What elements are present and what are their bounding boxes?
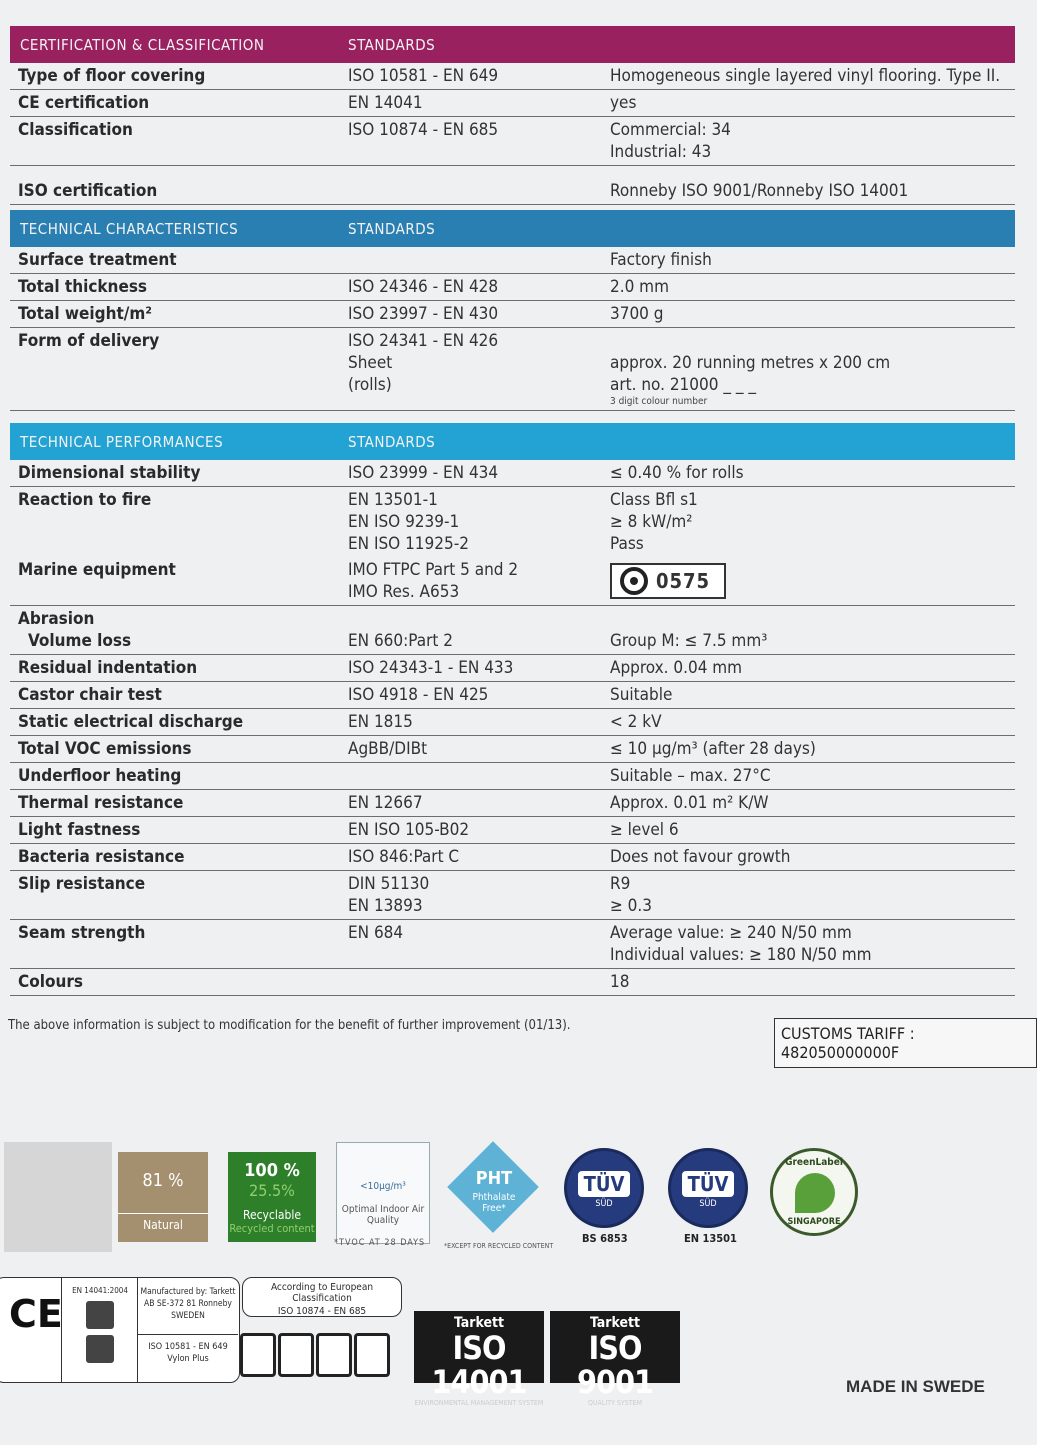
row-standard — [348, 119, 610, 163]
row-label — [10, 608, 348, 652]
industrial-building-icon — [316, 1333, 352, 1377]
spec-row — [10, 871, 1015, 920]
pht-sub: Phthalate Free* — [472, 1192, 516, 1214]
row-value — [610, 711, 1015, 733]
std-line: EN 14041 — [348, 93, 423, 113]
customs-tariff: CUSTOMS TARIFF : 482050000000F — [774, 1018, 1037, 1068]
row-value — [610, 119, 1015, 163]
row-label — [10, 684, 348, 706]
standards-header: STANDARDS — [348, 219, 436, 238]
val-line: Commercial: 34 — [610, 120, 731, 140]
label-text: ISO certification — [18, 181, 158, 201]
val-line: Group M: ≤ 7.5 mm³ — [610, 631, 768, 651]
euro-class-1: According to European Classification — [270, 1282, 374, 1304]
val-line: R9 — [610, 874, 631, 894]
val-line: Suitable — [610, 685, 673, 705]
voc-value: <10µg/m³ — [360, 1181, 406, 1192]
label-text: Type of floor covering — [18, 66, 206, 86]
spec-row — [10, 274, 1015, 301]
ce-std: EN 14041:2004 — [72, 1286, 128, 1295]
fire-icon — [86, 1301, 114, 1329]
row-standard — [348, 971, 610, 993]
val-line: Individual values: ≥ 180 N/50 mm — [610, 945, 872, 965]
row-value — [610, 462, 1015, 484]
row-value — [610, 922, 1015, 966]
standards-header: STANDARDS — [348, 432, 436, 451]
label-text: Surface treatment — [18, 250, 177, 270]
recycled-label: Recycled content — [229, 1222, 315, 1235]
spec-row — [10, 655, 1015, 682]
row-standard — [348, 765, 610, 787]
blank-logo-area — [4, 1142, 112, 1252]
label-text: Total thickness — [18, 277, 148, 297]
val-line: Approx. 0.04 mm — [610, 658, 743, 678]
row-label — [10, 765, 348, 787]
row-standard — [348, 330, 610, 408]
label-text: Marine equipment — [18, 560, 176, 580]
val-line: ≥ 8 kW/m² — [610, 512, 693, 532]
spec-row — [10, 763, 1015, 790]
row-label — [10, 65, 348, 87]
spec-row — [10, 301, 1015, 328]
iso14001-sub: ENVIRONMENTAL MANAGEMENT SYSTEM — [414, 1399, 544, 1407]
recyclable-badge — [228, 1152, 316, 1242]
std-line: AgBB/DIBt — [348, 739, 428, 759]
std-line: EN ISO 9239-1 — [348, 512, 460, 532]
tuv-text: TÜV — [578, 1171, 630, 1197]
row-label — [10, 489, 348, 555]
val-line: Pass — [610, 534, 644, 554]
row-value — [610, 846, 1015, 868]
tuv2-label: EN 13501 — [684, 1232, 737, 1245]
iso14001: ISO 14001 — [431, 1329, 527, 1401]
voc-text: Optimal Indoor Air Quality — [341, 1204, 425, 1226]
row-value — [610, 873, 1015, 917]
row-value — [610, 330, 1015, 408]
ce-label — [0, 1277, 240, 1383]
spec-row — [10, 487, 1015, 557]
section-header-tech — [10, 210, 1015, 247]
row-value — [610, 92, 1015, 114]
std-line: (rolls) — [348, 375, 392, 395]
label-text: Seam strength — [18, 923, 146, 943]
tuv-bs6853-icon — [564, 1148, 644, 1228]
row-value — [610, 249, 1015, 271]
row-standard — [348, 873, 610, 917]
std-line: EN 660:Part 2 — [348, 631, 453, 651]
std-line: ISO 4918 - EN 425 — [348, 685, 489, 705]
spec-row — [10, 247, 1015, 274]
row-standard — [348, 846, 610, 868]
row-label — [10, 92, 348, 114]
leaf-icon — [795, 1173, 835, 1213]
spec-row — [10, 709, 1015, 736]
iso14001-top: Tarkett — [453, 1315, 505, 1331]
label-text: Residual indentation — [18, 658, 198, 678]
iso14001-badge — [414, 1311, 544, 1407]
val-line: art. no. 21000 _ _ _ — [610, 375, 756, 395]
row-value — [610, 819, 1015, 841]
spec-row — [10, 969, 1015, 996]
spec-sheet — [10, 26, 1015, 996]
row-value — [610, 489, 1015, 555]
wheelmark-icon — [620, 567, 648, 595]
std-line: EN 12667 — [348, 793, 423, 813]
row-value — [610, 765, 1015, 787]
manufacturer: Manufactured by: Tarkett AB SE-372 81 Ronneby SWEDEN — [140, 1287, 236, 1321]
val-line: Factory finish — [610, 250, 712, 270]
product-std: ISO 10581 - EN 649 Vylon Plus — [138, 1334, 238, 1365]
val-line: Homogeneous single layered vinyl flooring. Type II. — [610, 66, 1001, 86]
row-standard — [348, 559, 610, 603]
row-standard — [348, 489, 610, 555]
spec-row — [10, 606, 1015, 655]
marine-equipment-badge — [610, 563, 726, 599]
val-line: Class Bfl s1 — [610, 490, 698, 510]
val-line: ≤ 0.40 % for rolls — [610, 463, 744, 483]
spec-row — [10, 817, 1015, 844]
row-label — [10, 276, 348, 298]
row-value — [610, 180, 1015, 202]
val-line — [610, 608, 1015, 630]
label-text: Classification — [18, 120, 133, 140]
std-line: EN 13893 — [348, 896, 423, 916]
row-standard — [348, 462, 610, 484]
std-line: EN ISO 105-B02 — [348, 820, 470, 840]
std-line: IMO FTPC Part 5 and 2 — [348, 560, 519, 580]
val-line: Average value: ≥ 240 N/50 mm — [610, 923, 852, 943]
row-value — [610, 65, 1015, 87]
val-line: < 2 kV — [610, 712, 662, 732]
row-standard — [348, 819, 610, 841]
std-line: EN 13501-1 — [348, 490, 438, 510]
std-line: ISO 24343-1 - EN 433 — [348, 658, 514, 678]
label-text: Bacteria resistance — [18, 847, 185, 867]
standards-header: STANDARDS — [348, 35, 436, 54]
std-line: ISO 10581 - EN 649 — [348, 66, 499, 86]
row-standard — [348, 684, 610, 706]
row-label — [10, 738, 348, 760]
footer-note: The above information is subject to modification for the benefit of further improvement (01/13). — [8, 1018, 571, 1033]
std-line: EN ISO 11925-2 — [348, 534, 469, 554]
section-header-perf — [10, 423, 1015, 460]
val-line: 2.0 mm — [610, 277, 669, 297]
euro-classification — [242, 1277, 402, 1317]
row-label — [10, 873, 348, 917]
spec-row — [10, 117, 1015, 166]
tuv-en13501-icon — [668, 1148, 748, 1228]
row-value — [610, 608, 1015, 652]
spec-row-marine — [10, 557, 1015, 606]
tuv-text: TÜV — [682, 1171, 734, 1197]
std-line: EN 1815 — [348, 712, 413, 732]
label-text: Form of delivery — [18, 331, 160, 351]
spec-row — [10, 90, 1015, 117]
value-note: 3 digit colour number — [610, 396, 708, 407]
row-value — [610, 303, 1015, 325]
std-line: DIN 51130 — [348, 874, 430, 894]
sublabel-text: Volume loss — [28, 631, 132, 651]
row-label — [10, 559, 348, 603]
val-line: ≥ 0.3 — [610, 896, 652, 916]
label-text: Colours — [18, 972, 84, 992]
spec-row — [10, 844, 1015, 871]
row-label — [10, 303, 348, 325]
section-spacer — [10, 411, 1015, 423]
pht-note: *EXCEPT FOR RECYCLED CONTENT — [444, 1242, 554, 1250]
val-line: ≤ 10 µg/m³ (after 28 days) — [610, 739, 816, 759]
iso9001-top: Tarkett — [589, 1315, 641, 1331]
std-line: ISO 24341 - EN 426 — [348, 331, 499, 351]
label-text: Underfloor heating — [18, 766, 182, 786]
row-label — [10, 657, 348, 679]
natural-badge — [118, 1152, 208, 1242]
row-label — [10, 792, 348, 814]
spec-row — [10, 790, 1015, 817]
row-label — [10, 922, 348, 966]
val-line — [610, 330, 1015, 352]
label-text: Castor chair test — [18, 685, 162, 705]
row-standard — [348, 65, 610, 87]
val-line: Approx. 0.01 m² K/W — [610, 793, 769, 813]
commercial-building-icon — [240, 1333, 276, 1377]
row-standard — [348, 276, 610, 298]
manufacturer-col — [137, 1278, 238, 1382]
row-standard — [348, 92, 610, 114]
val-line: Does not favour growth — [610, 847, 791, 867]
spec-row — [10, 328, 1015, 411]
green-bottom: SINGAPORE — [787, 1217, 841, 1227]
row-value — [610, 971, 1015, 993]
std-line: ISO 23997 - EN 430 — [348, 304, 499, 324]
commercial-use-icon — [278, 1333, 314, 1377]
row-value — [610, 276, 1015, 298]
val-line: Ronneby ISO 9001/Ronneby ISO 14001 — [610, 181, 909, 201]
std-line: EN 684 — [348, 923, 404, 943]
euro-class-2: ISO 10874 - EN 685 — [277, 1306, 367, 1317]
ce-standard-col — [61, 1278, 138, 1382]
spec-row — [10, 63, 1015, 90]
row-label — [10, 180, 348, 202]
iso9001-sub: QUALITY SYSTEM — [587, 1399, 643, 1407]
spec-row — [10, 166, 1015, 205]
label-text: Total weight/m² — [18, 304, 152, 324]
val-line: approx. 20 running metres x 200 cm — [610, 353, 891, 373]
row-value — [610, 738, 1015, 760]
row-label — [10, 249, 348, 271]
spec-row — [10, 460, 1015, 487]
label-text: Reaction to fire — [18, 490, 152, 510]
recyclable-label: Recyclable — [243, 1208, 301, 1222]
row-label — [10, 971, 348, 993]
row-value — [610, 792, 1015, 814]
indoor-air-icon — [336, 1142, 430, 1244]
spec-row — [10, 920, 1015, 969]
label-text: Total VOC emissions — [18, 739, 192, 759]
use-class-icons — [240, 1333, 404, 1381]
iso9001: ISO 9001 — [576, 1329, 654, 1401]
std-line: ISO 846:Part C — [348, 847, 460, 867]
green-label-singapore-icon — [770, 1148, 858, 1236]
industrial-use-icon — [354, 1333, 390, 1377]
val-line: ≥ level 6 — [610, 820, 679, 840]
val-line: Suitable – max. 27°C — [610, 766, 771, 786]
label-text: CE certification — [18, 93, 150, 113]
label-text: Thermal resistance — [18, 793, 184, 813]
row-value — [610, 559, 1015, 603]
row-standard — [348, 249, 610, 271]
row-label — [10, 711, 348, 733]
row-standard — [348, 657, 610, 679]
recyclable-pct: 100 % — [244, 1160, 300, 1181]
val-line: 3700 g — [610, 304, 664, 324]
row-value — [610, 657, 1015, 679]
label-text: Slip resistance — [18, 874, 146, 894]
iso9001-badge — [550, 1311, 680, 1407]
row-label — [10, 846, 348, 868]
section-title: TECHNICAL PERFORMANCES — [20, 432, 224, 451]
green-top: GreenLabel — [785, 1157, 843, 1168]
pht-title: PHT — [475, 1168, 513, 1189]
label-text: Abrasion — [18, 609, 95, 629]
val-line: yes — [610, 93, 637, 113]
label-text: Light fastness — [18, 820, 141, 840]
tuv1-label: BS 6853 — [582, 1232, 628, 1245]
row-standard — [348, 180, 610, 202]
tuv-sub: SÜD — [699, 1199, 717, 1209]
row-label — [10, 462, 348, 484]
label-text: Dimensional stability — [18, 463, 201, 483]
row-label — [10, 119, 348, 163]
natural-pct: 81 % — [142, 1170, 184, 1191]
row-value — [610, 684, 1015, 706]
section-title: CERTIFICATION & CLASSIFICATION — [20, 35, 265, 54]
section-header-cert — [10, 26, 1015, 63]
made-in: MADE IN SWEDE — [846, 1377, 985, 1396]
row-standard — [348, 792, 610, 814]
row-standard — [348, 922, 610, 966]
slip-icon — [86, 1335, 114, 1363]
val-line: 18 — [610, 972, 630, 992]
row-standard — [348, 711, 610, 733]
tuv-sub: SÜD — [595, 1199, 613, 1209]
row-standard — [348, 608, 610, 652]
tvoc-note: *TVOC AT 28 DAYS — [334, 1238, 426, 1248]
std-line: IMO Res. A653 — [348, 582, 460, 602]
std-line: Sheet — [348, 353, 393, 373]
section-title: TECHNICAL CHARACTERISTICS — [20, 219, 239, 238]
ce-mark-icon: CE — [9, 1292, 63, 1336]
label-text: Static electrical discharge — [18, 712, 244, 732]
row-label — [10, 819, 348, 841]
row-standard — [348, 738, 610, 760]
certification-logos — [0, 1140, 1037, 1260]
std-line: ISO 24346 - EN 428 — [348, 277, 499, 297]
bottom-logos — [0, 1275, 1037, 1445]
val-line: Industrial: 43 — [610, 142, 712, 162]
row-standard — [348, 303, 610, 325]
natural-label: Natural — [118, 1213, 208, 1232]
spec-row — [10, 682, 1015, 709]
std-line — [348, 608, 610, 630]
row-label — [10, 330, 348, 408]
std-line: ISO 23999 - EN 434 — [348, 463, 499, 483]
recycled-pct: 25.5% — [249, 1181, 295, 1200]
spec-row — [10, 736, 1015, 763]
badge-number: 0575 — [656, 569, 711, 593]
std-line: ISO 10874 - EN 685 — [348, 120, 499, 140]
